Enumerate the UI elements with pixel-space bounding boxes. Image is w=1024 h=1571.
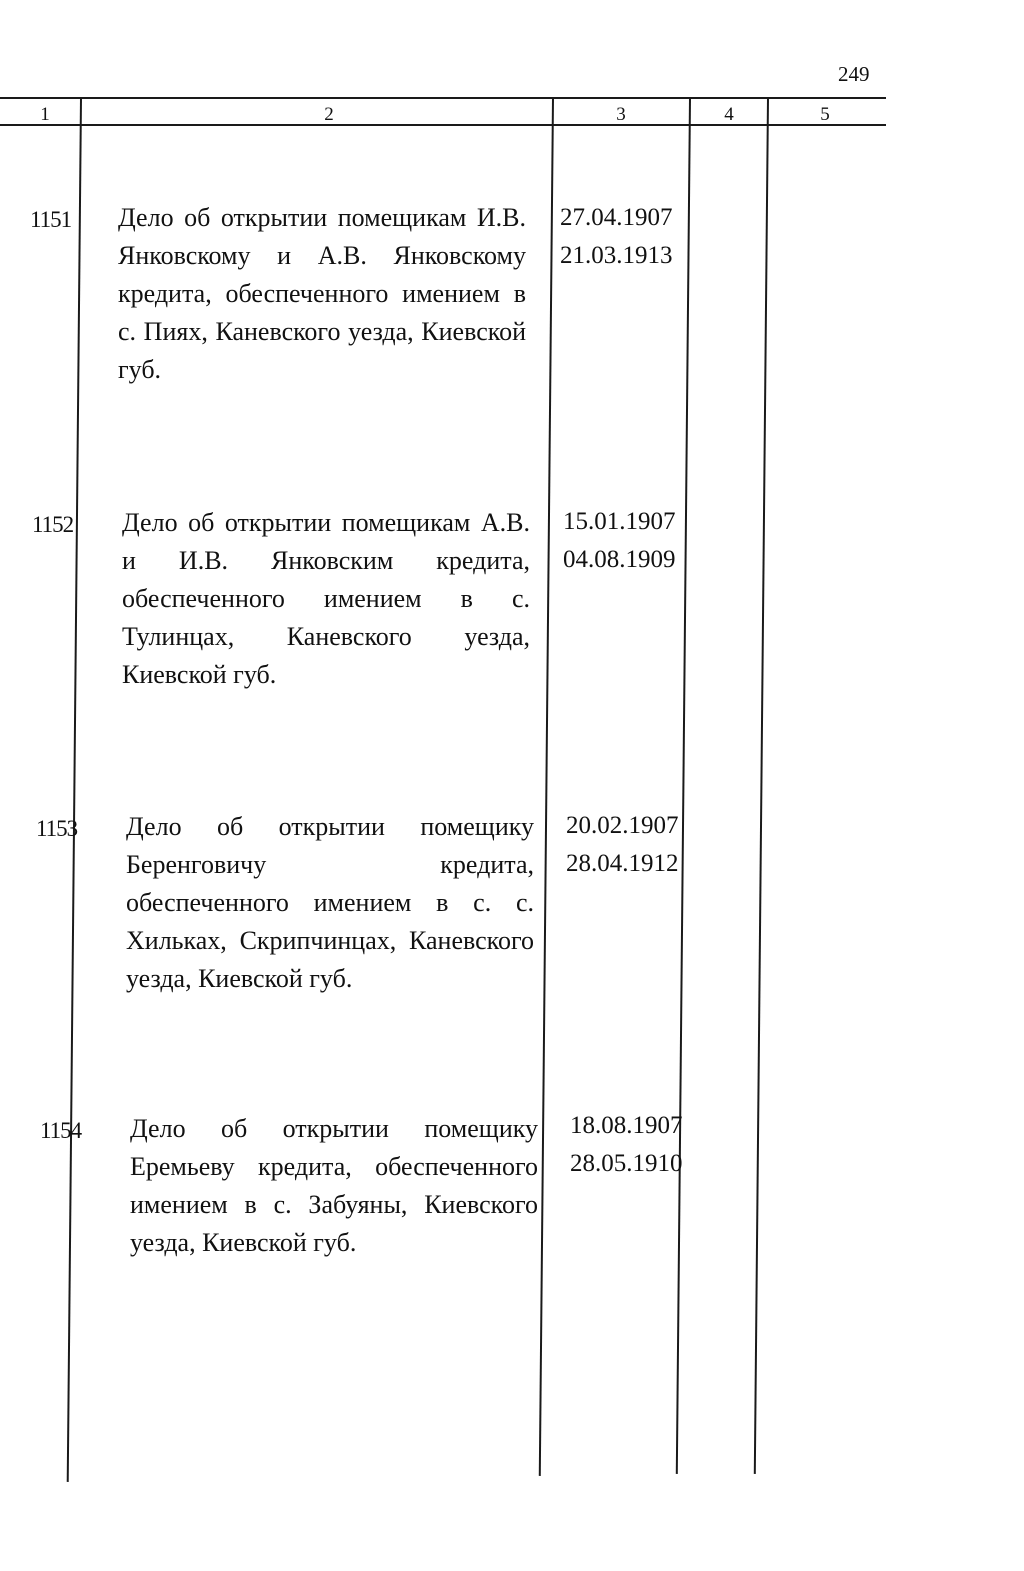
page-number: 249: [838, 62, 870, 86]
column-header-5: 5: [820, 104, 830, 125]
record-dates: [560, 199, 673, 275]
column-divider-1-2: [67, 98, 82, 1482]
record-title: Дело об открытии помещику Еремьеву кредита, обеспеченного имением в с. Забуяны, Киевского уезда, Киевской губ.: [130, 1114, 538, 1257]
column-divider-3-4: [676, 98, 691, 1474]
record-number: 1154: [40, 1118, 82, 1143]
record-title: Дело об открытии помещикам И.В. Янковскому и А.В. Янковскому кредита, обеспеченного имением в с. Пиях, Каневского уезда, Киевской губ.: [118, 203, 526, 384]
record-title: Дело об открытии помещику Беренговичу кредита, обеспеченного имением в с. с. Хильках, Скрипчинцах, Каневского уезда, Киевской губ.: [126, 812, 534, 993]
column-divider-2-3: [539, 98, 554, 1476]
column-header-4: 4: [724, 104, 734, 125]
record-date-start: 27.04.1907: [560, 204, 673, 231]
record-date-start: 15.01.1907: [563, 508, 676, 535]
record-dates: [566, 807, 679, 883]
record-number: 1151: [30, 207, 72, 232]
record-number: 1153: [36, 816, 78, 841]
record-date-start: 20.02.1907: [566, 812, 679, 839]
column-header-1: 1: [40, 104, 50, 125]
record-dates: [570, 1107, 683, 1183]
table-top-rule: [0, 97, 886, 99]
record-date-end: 04.08.1909: [563, 546, 676, 573]
column-header-3: 3: [616, 104, 626, 125]
record-date-end: 21.03.1913: [560, 242, 673, 269]
record-title: Дело об открытии помещикам А.В. и И.В. Янковским кредита, обеспеченного имением в с. Тулинцах, Каневского уезда, Киевской губ.: [122, 508, 530, 689]
table-header-rule: [0, 124, 886, 126]
column-header-2: 2: [324, 104, 334, 125]
record-date-start: 18.08.1907: [570, 1112, 683, 1139]
record-date-end: 28.04.1912: [566, 850, 679, 877]
record-dates: [563, 503, 676, 579]
column-divider-4-5: [754, 98, 769, 1474]
record-number: 1152: [32, 512, 74, 537]
record-date-end: 28.05.1910: [570, 1150, 683, 1177]
